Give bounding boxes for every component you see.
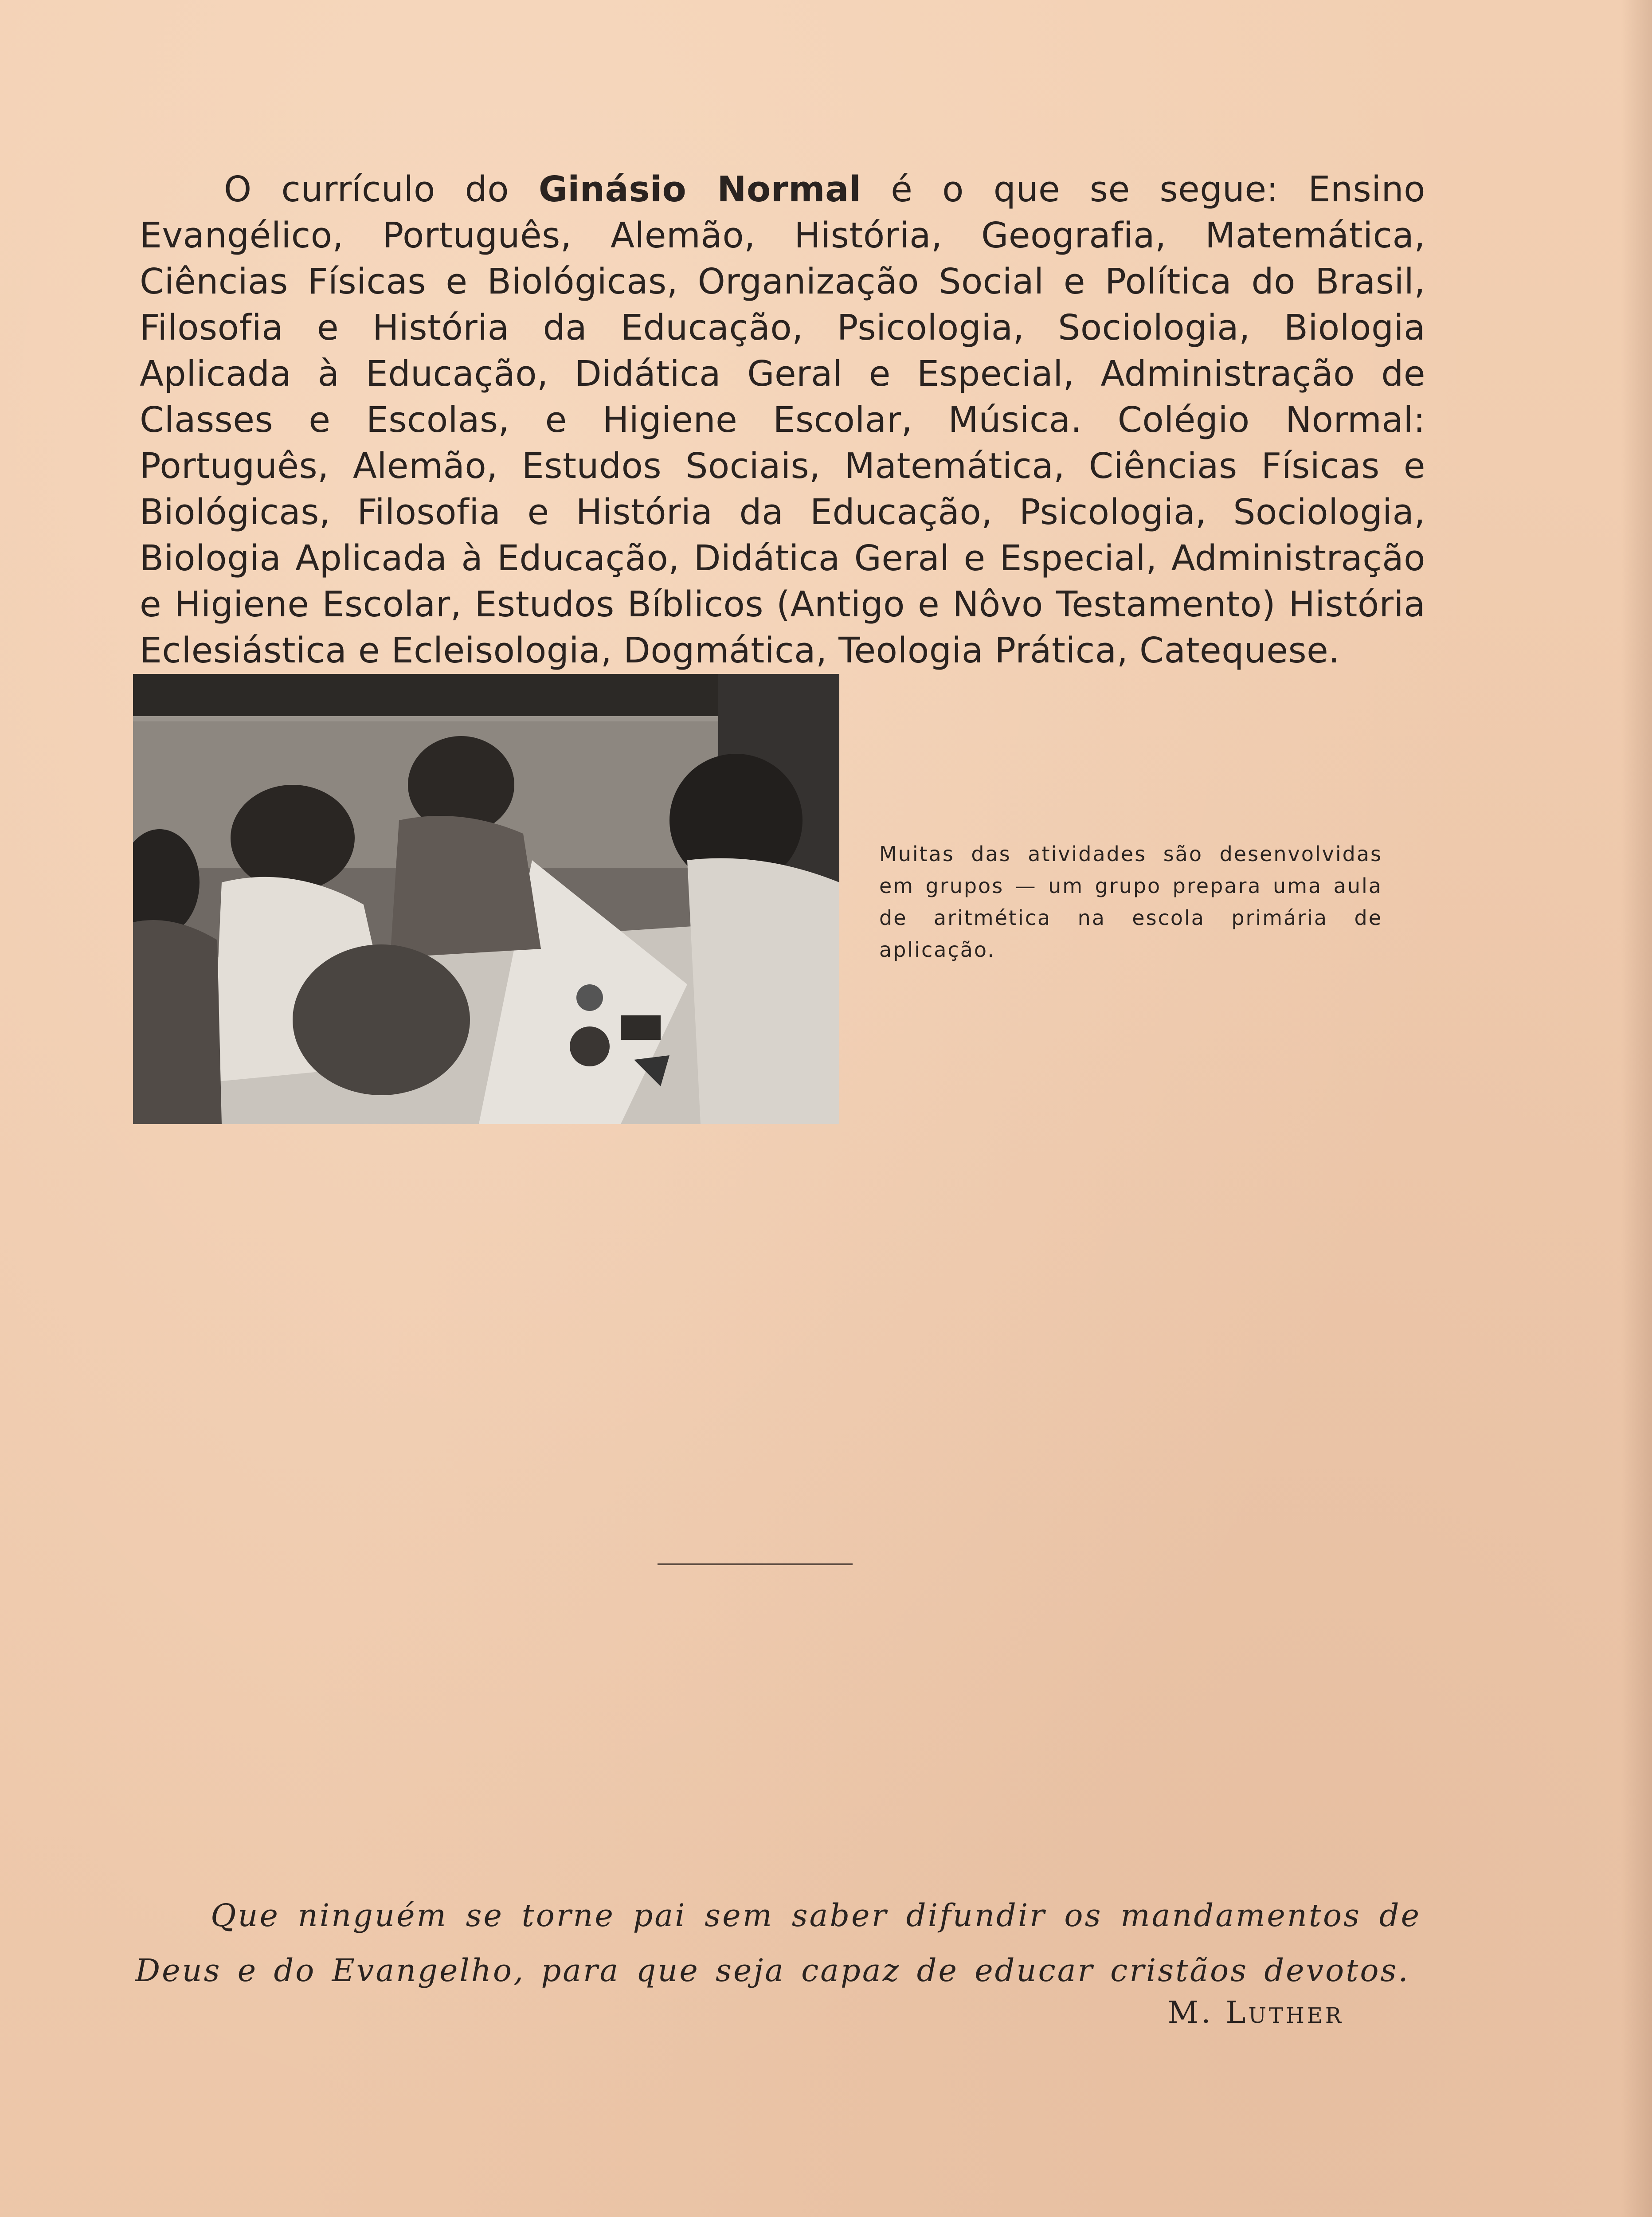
author-initial: M. bbox=[1167, 1995, 1214, 2030]
classroom-photo bbox=[133, 674, 839, 1124]
paragraph-intro: O currículo do bbox=[224, 169, 509, 210]
photo-caption: Muitas das atividades são desenvolvidas em grupos — um grupo prepara uma aula de aritmética na escola primária de aplicação. bbox=[879, 842, 1382, 962]
classroom-photo-illustration bbox=[133, 674, 839, 1124]
quote-attribution bbox=[1167, 1995, 1344, 2030]
curriculum-paragraph bbox=[140, 166, 1425, 674]
quote-text: Que ninguém se torne pai sem saber difundir os mandamentos de Deus e do Evangelho, para que seja capaz de educar cristãos devotos. bbox=[135, 1897, 1421, 1989]
luther-quote bbox=[135, 1888, 1421, 1998]
paragraph-rest: é o que se segue: Ensino Evangélico, Português, Alemão, História, Geografia, Matemática, Ciências Físicas e Biológicas, Organização Social e Política do Brasil, Filosofia e História da Educação, Psicologia, Sociologia, Biologia Aplicada à Educação, Didática Geral e Especial, Administração de Classes e Escolas, e Higiene Escolar, Música. Colégio Normal: Português, Alemão, Estudos Sociais, Matemática, Ciências Físicas e Biológicas, Filosofia e História da Educação, Psicologia, Sociologia, Biologia Aplicada à Educação, Didática Geral e Especial, Administração e Higiene Escolar, Estudos Bíblicos (Antigo e Nôvo Testamento) História Eclesiástica e Ecleisologia, Dogmática, Teologia Prática, Catequese. bbox=[140, 169, 1425, 671]
bold-term-ginasio-normal: Ginásio Normal bbox=[538, 169, 861, 210]
section-divider bbox=[658, 1563, 853, 1565]
page-edge-shadow bbox=[1621, 0, 1652, 2217]
author-name: Luther bbox=[1225, 1995, 1344, 2030]
